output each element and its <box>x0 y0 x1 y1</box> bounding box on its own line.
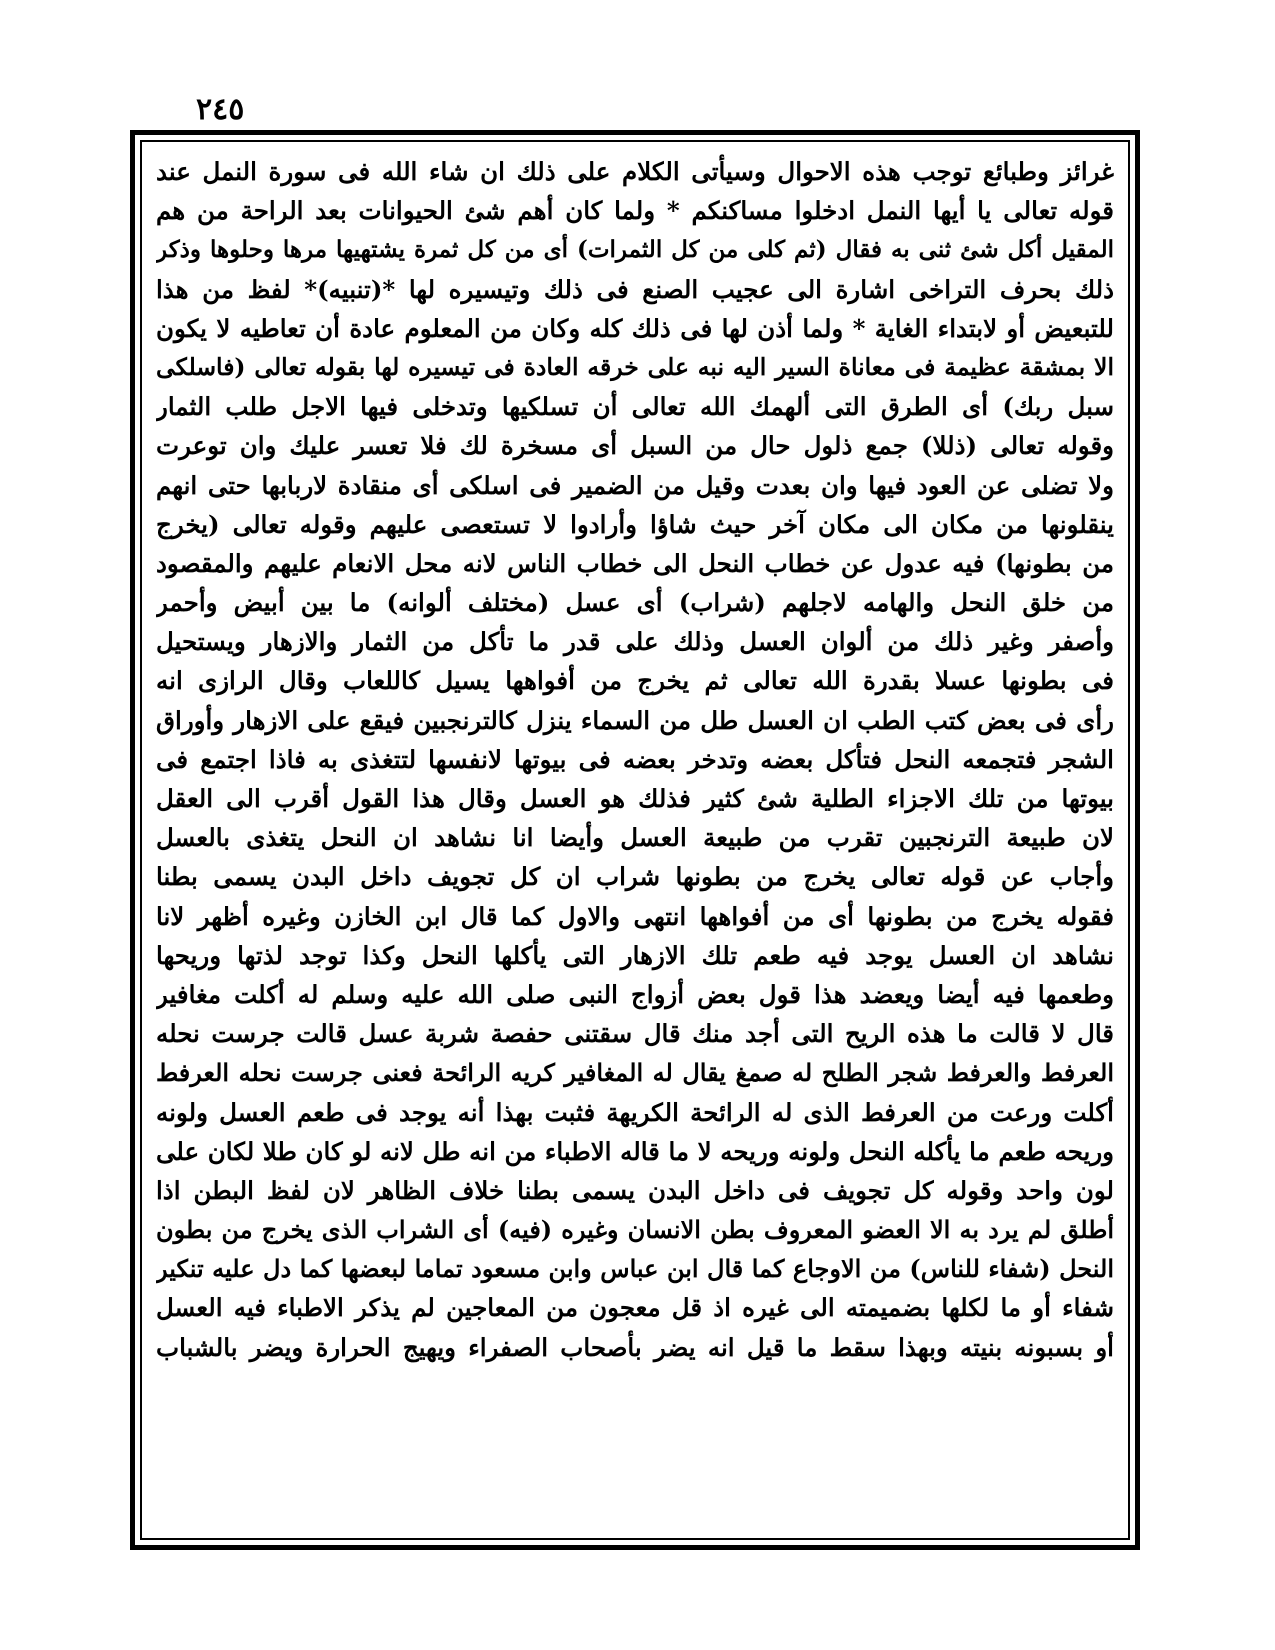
text-line: وطعمها فيه أيضا ويعضد هذا قول بعض أزواج النبى صلى الله عليه وسلم له أكلت مغافير <box>156 979 1114 1009</box>
text-line: ولا تضلى عن العود فيها وان بعدت وقيل من الضمير فى اسلكى أى منقادة لاربابها حتى انهم <box>156 470 1114 500</box>
text-line: لان طبيعة الترنجبين تقرب من طبيعة العسل وأيضا انا نشاهد ان النحل يتغذى بالعسل <box>156 823 1114 853</box>
text-line: رأى فى بعض كتب الطب ان العسل طل من السماء ينزل كالترنجبين فيقع على الازهار وأوراق <box>156 705 1114 735</box>
text-lines <box>156 152 1114 1367</box>
text-line: أطلق لم يرد به الا العضو المعروف بطن الانسان وغيره (فيه) أى الشراب الذى يخرج من بطون <box>156 1215 1114 1245</box>
text-line: الا بمشقة عظيمة فى معاناة السير اليه نبه على خرقه العادة فى تيسيره لها بقوله تعالى (فاسلكى <box>156 352 1114 381</box>
text-line: وريحه طعم ما يأكله النحل ولونه وريحه لا ما قاله الاطباء من انه طل لانه لو كان طلا لكان على <box>156 1136 1114 1166</box>
text-line: شفاء أو ما لكلها بضميمته الى غيره اذ قل معجون من المعاجين لم يذكر الاطباء فيه العسل <box>156 1293 1114 1323</box>
page-number: ٢٤٥ <box>196 92 245 127</box>
text-line: بيوتها من تلك الاجزاء الطلية شئ كثير فذلك هو العسل وقال هذا القول أقرب الى العقل <box>156 784 1114 813</box>
text-line: للتبعيض أو لابتداء الغاية * ولما أذن لها فى ذلك كله وكان من المعلوم عادة أن تعاطيه لا يكون <box>156 313 1114 343</box>
text-line: أكلت ورعت من العرفط الذى له الرائحة الكريهة فثبت بهذا أنه يوجد فى طعم العسل ولونه <box>156 1097 1114 1127</box>
text-line: الشجر فتجمعه النحل فتأكل بعضه وتدخر بعضه فى بيوتها لانفسها لتتغذى به فاذا اجتمع فى <box>156 744 1114 774</box>
text-line: قوله تعالى يا أيها النمل ادخلوا مساكنكم * ولما كان أهم شئ الحيوانات بعد الراحة من هم <box>156 196 1114 226</box>
text-line: غرائز وطبائع توجب هذه الاحوال وسيأتى الكلام على ذلك ان شاء الله فى سورة النمل عند <box>156 157 1114 186</box>
text-line: وقوله تعالى (ذللا) جمع ذلول حال من السبل أى مسخرة لك فلا تعسر عليك وان توعرت <box>156 431 1114 461</box>
text-line: المقيل أكل شئ ثنى به فقال (ثم كلى من كل الثمرات) أى من كل ثمرة يشتهيها مرها وحلوها وذكر <box>156 236 1114 264</box>
text-line: قال لا قالت ما هذه الريح التى أجد منك قال سقتنى حفصة شربة عسل قالت جرست نحله <box>156 1019 1114 1049</box>
text-line: وأجاب عن قوله تعالى يخرج من بطونها شراب ان كل تجويف داخل البدن يسمى بطنا <box>156 862 1114 892</box>
text-line: ينقلونها من مكان الى مكان آخر حيث شاؤا وأرادوا لا تستعصى عليهم وقوله تعالى (يخرج <box>156 509 1114 539</box>
text-line: من خلق النحل والهامه لاجلهم (شراب) أى عسل (مختلف ألوانه) ما بين أبيض وأحمر <box>156 588 1114 618</box>
text-line: ذلك بحرف التراخى اشارة الى عجيب الصنع فى ذلك وتيسيره لها *(تنبيه)* لفظ من هذا <box>156 274 1114 304</box>
text-line: فقوله يخرج من بطونها أى من أفواهها انتهى والاول كما قال ابن الخازن وغيره أظهر لانا <box>156 901 1114 931</box>
text-line: النحل (شفاء للناس) من الاوجاع كما قال ابن عباس وابن مسعود تماما لبعضها كما دل عليه تنكير <box>156 1254 1114 1284</box>
text-line: نشاهد ان العسل يوجد فيه طعم تلك الازهار التى يأكلها النحل وكذا توجد لذتها وريحها <box>156 940 1114 970</box>
text-line: من بطونها) فيه عدول عن خطاب النحل الى خطاب الناس لانه محل الانعام عليهم والمقصود <box>156 548 1114 578</box>
text-line: فى بطونها عسلا بقدرة الله تعالى ثم يخرج من أفواهها يسيل كاللعاب وقال الرازى انه <box>156 666 1114 696</box>
text-line: أو بسبونه بنيته وبهذا سقط ما قيل انه يضر بأصحاب الصفراء ويهيج الحرارة ويضر بالشباب <box>156 1332 1114 1362</box>
text-line: لون واحد وقوله كل تجويف فى داخل البدن يسمى بطنا خلاف الظاهر لان لفظ البطن اذا <box>156 1175 1114 1205</box>
text-line: وأصفر وغير ذلك من ألوان العسل وذلك على قدر ما تأكل من الثمار والازهار ويستحيل <box>156 627 1114 657</box>
text-block-frame <box>140 140 1130 1540</box>
text-line: سبل ربك) أى الطرق التى ألهمك الله تعالى أن تسلكيها وتدخلى فيها الاجل طلب الثمار <box>156 392 1114 422</box>
text-line: العرفط والعرفط شجر الطلح له صمغ يقال له المغافير كريه الرائحة فعنى جرست نحله العرفط <box>156 1058 1114 1088</box>
